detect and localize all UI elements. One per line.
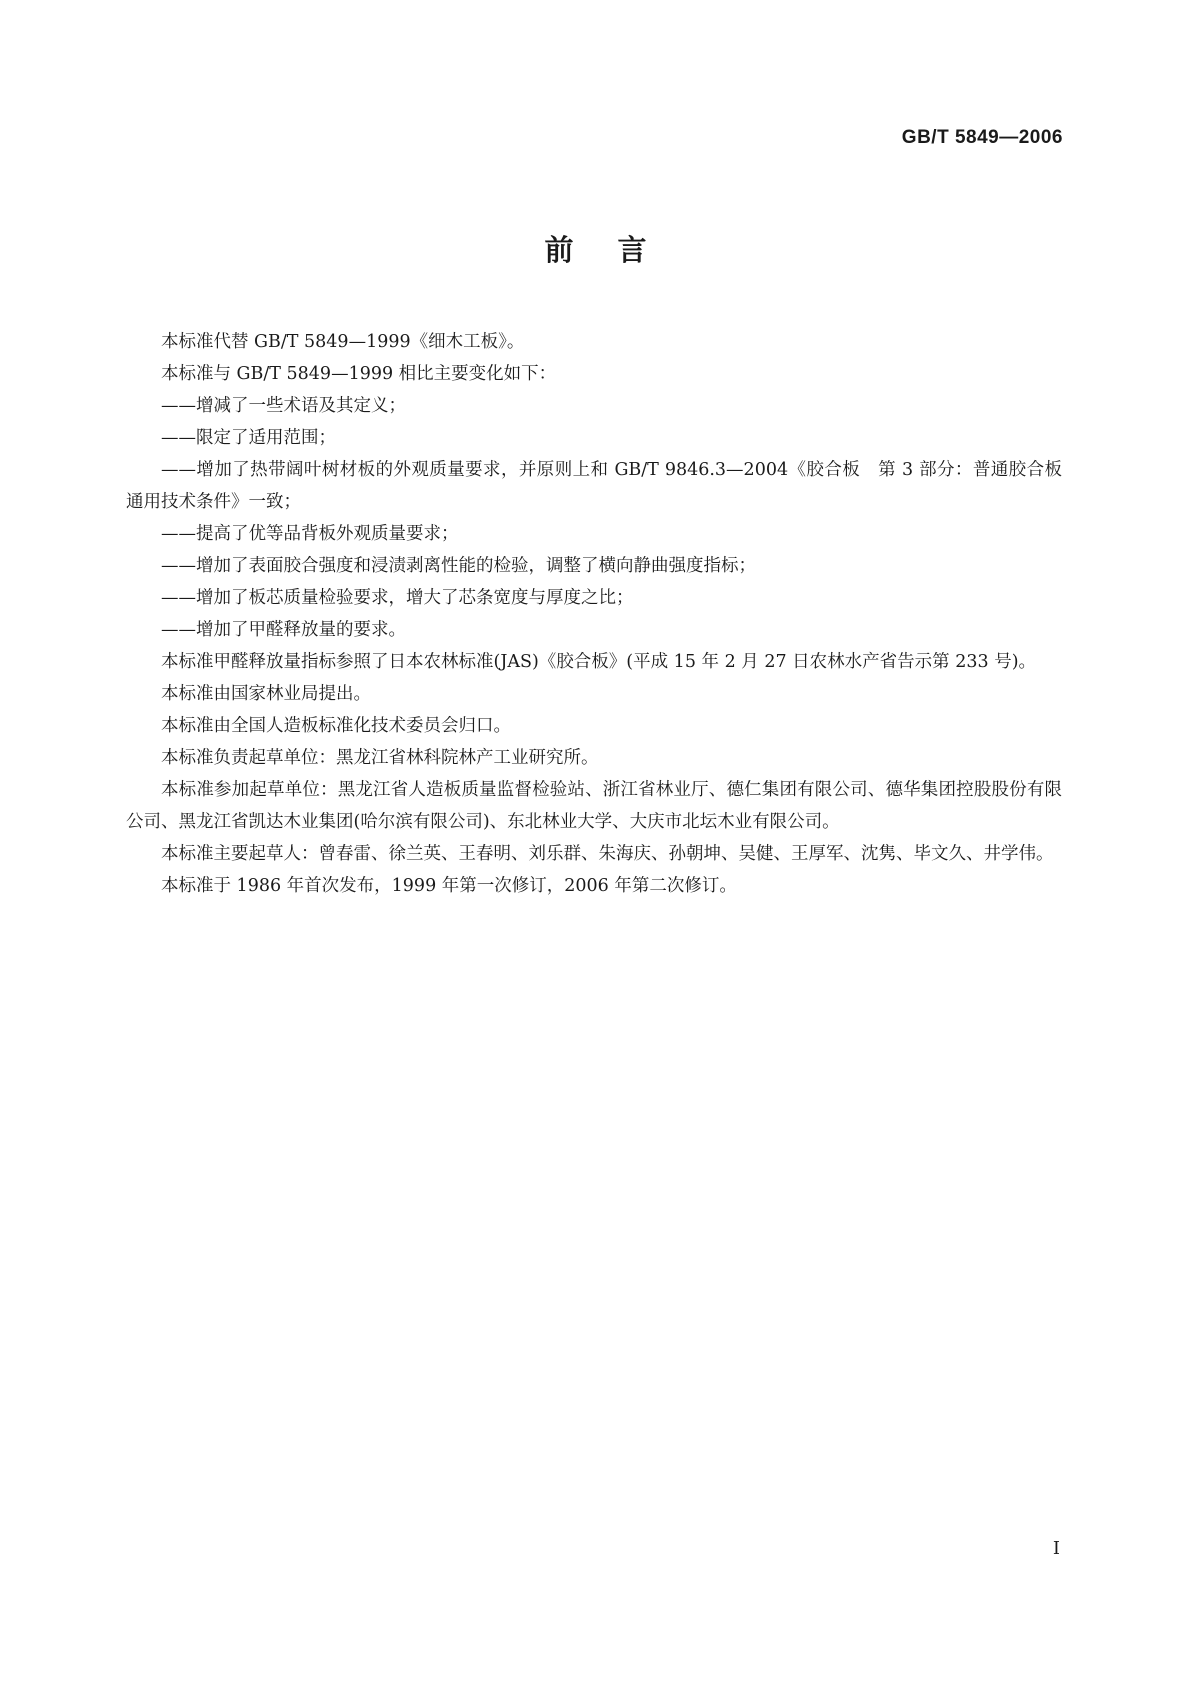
paragraph-changes-intro: 本标准与 GB/T 5849—1999 相比主要变化如下：: [161, 364, 557, 384]
list-item: ——增加了表面胶合强度和浸渍剥离性能的检验，调整了横向静曲强度指标；: [161, 556, 756, 576]
standard-code: GB/T 5849—2006: [901, 127, 1063, 148]
document-body: [126, 326, 1062, 902]
page-title: 前言: [544, 233, 691, 267]
list-item: ——限定了适用范围；: [161, 428, 336, 448]
list-item: ——增减了一些术语及其定义；: [161, 396, 406, 416]
page-number: I: [1052, 1538, 1060, 1559]
list-item: ——提高了优等品背板外观质量要求；: [161, 524, 459, 544]
paragraph-participating-units: 本标准参加起草单位：黑龙江省人造板质量监督检验站、浙江省林业厅、德仁集团有限公司、德华集团控股股份有限公司、黑龙江省凯达木业集团(哈尔滨有限公司)、东北林业大学、大庆市北坛木业有限公司。: [126, 780, 1062, 832]
paragraph-under-jurisdiction: 本标准由全国人造板标准化技术委员会归口。: [161, 716, 511, 736]
list-item: ——增加了甲醛释放量的要求。: [161, 620, 406, 640]
list-item: ——增加了热带阔叶树材板的外观质量要求，并原则上和 GB/T 9846.3—2004《胶合板 第 3 部分：普通胶合板通用技术条件》一致；: [126, 460, 1062, 512]
paragraph-formaldehyde-reference: 本标准甲醛释放量指标参照了日本农林标准(JAS)《胶合板》(平成 15 年 2 月 27 日农林水产省告示第 233 号)。: [161, 652, 1037, 672]
paragraph-main-drafters: 本标准主要起草人：曾春雷、徐兰英、王春明、刘乐群、朱海庆、孙朝坤、吴健、王厚军、沈隽、毕文久、井学伟。: [161, 844, 1054, 864]
paragraph-release-history: 本标准于 1986 年首次发布，1999 年第一次修订，2006 年第二次修订。: [161, 876, 737, 896]
paragraph-proposed-by: 本标准由国家林业局提出。: [161, 684, 371, 704]
paragraph-replaces: 本标准代替 GB/T 5849—1999《细木工板》。: [161, 332, 525, 352]
paragraph-drafting-unit: 本标准负责起草单位：黑龙江省林科院林产工业研究所。: [161, 748, 599, 768]
list-item: ——增加了板芯质量检验要求，增大了芯条宽度与厚度之比；: [161, 588, 634, 608]
